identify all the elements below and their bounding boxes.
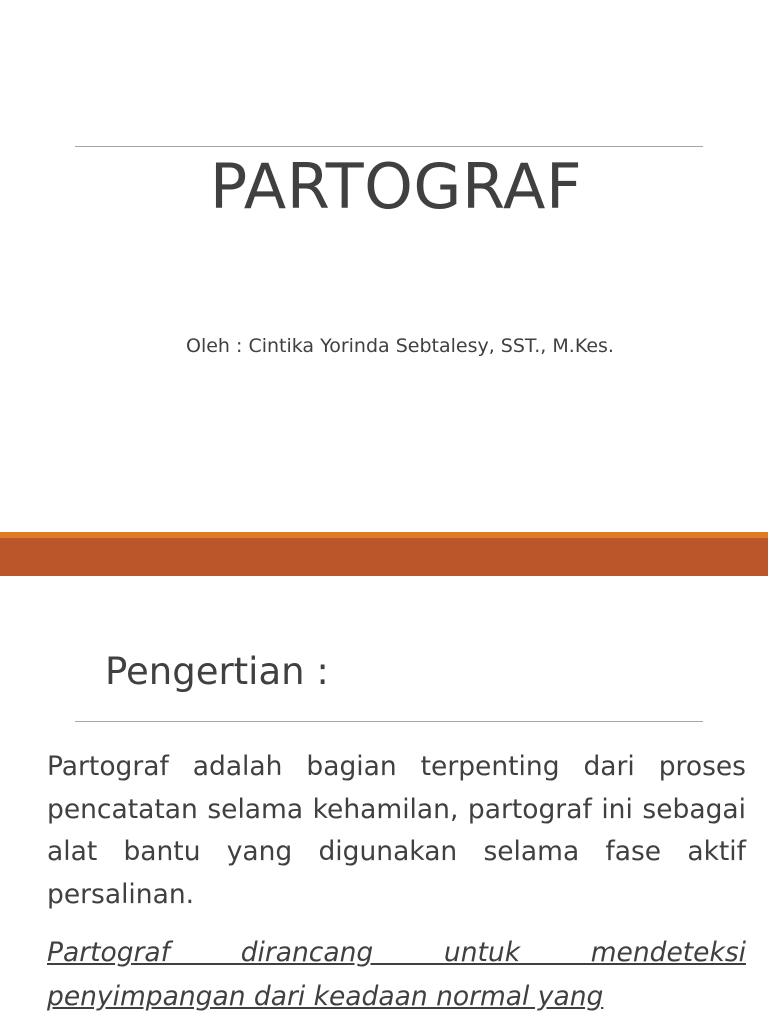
definition-paragraph: Partograf adalah bagian terpenting dari proses pencatatan selama kehamilan, partograf ini sebagai alat bantu yang digunakan selama fase aktif persalinan.	[47, 751, 746, 910]
divider-band-dark	[0, 538, 768, 576]
content-slide	[0, 576, 768, 1024]
slide-title: PARTOGRAF	[209, 150, 583, 223]
section-heading: Pengertian :	[105, 650, 329, 693]
title-top-rule	[75, 146, 703, 147]
slide-divider-band	[0, 532, 768, 576]
purpose-paragraph: Partograf dirancang untuk mendeteksi penyimpangan dari keadaan normal yang	[47, 937, 746, 1012]
slide-subtitle: Oleh : Cintika Yorinda Sebtalesy, SST., M.Kes.	[186, 335, 614, 357]
heading-rule	[75, 721, 703, 722]
